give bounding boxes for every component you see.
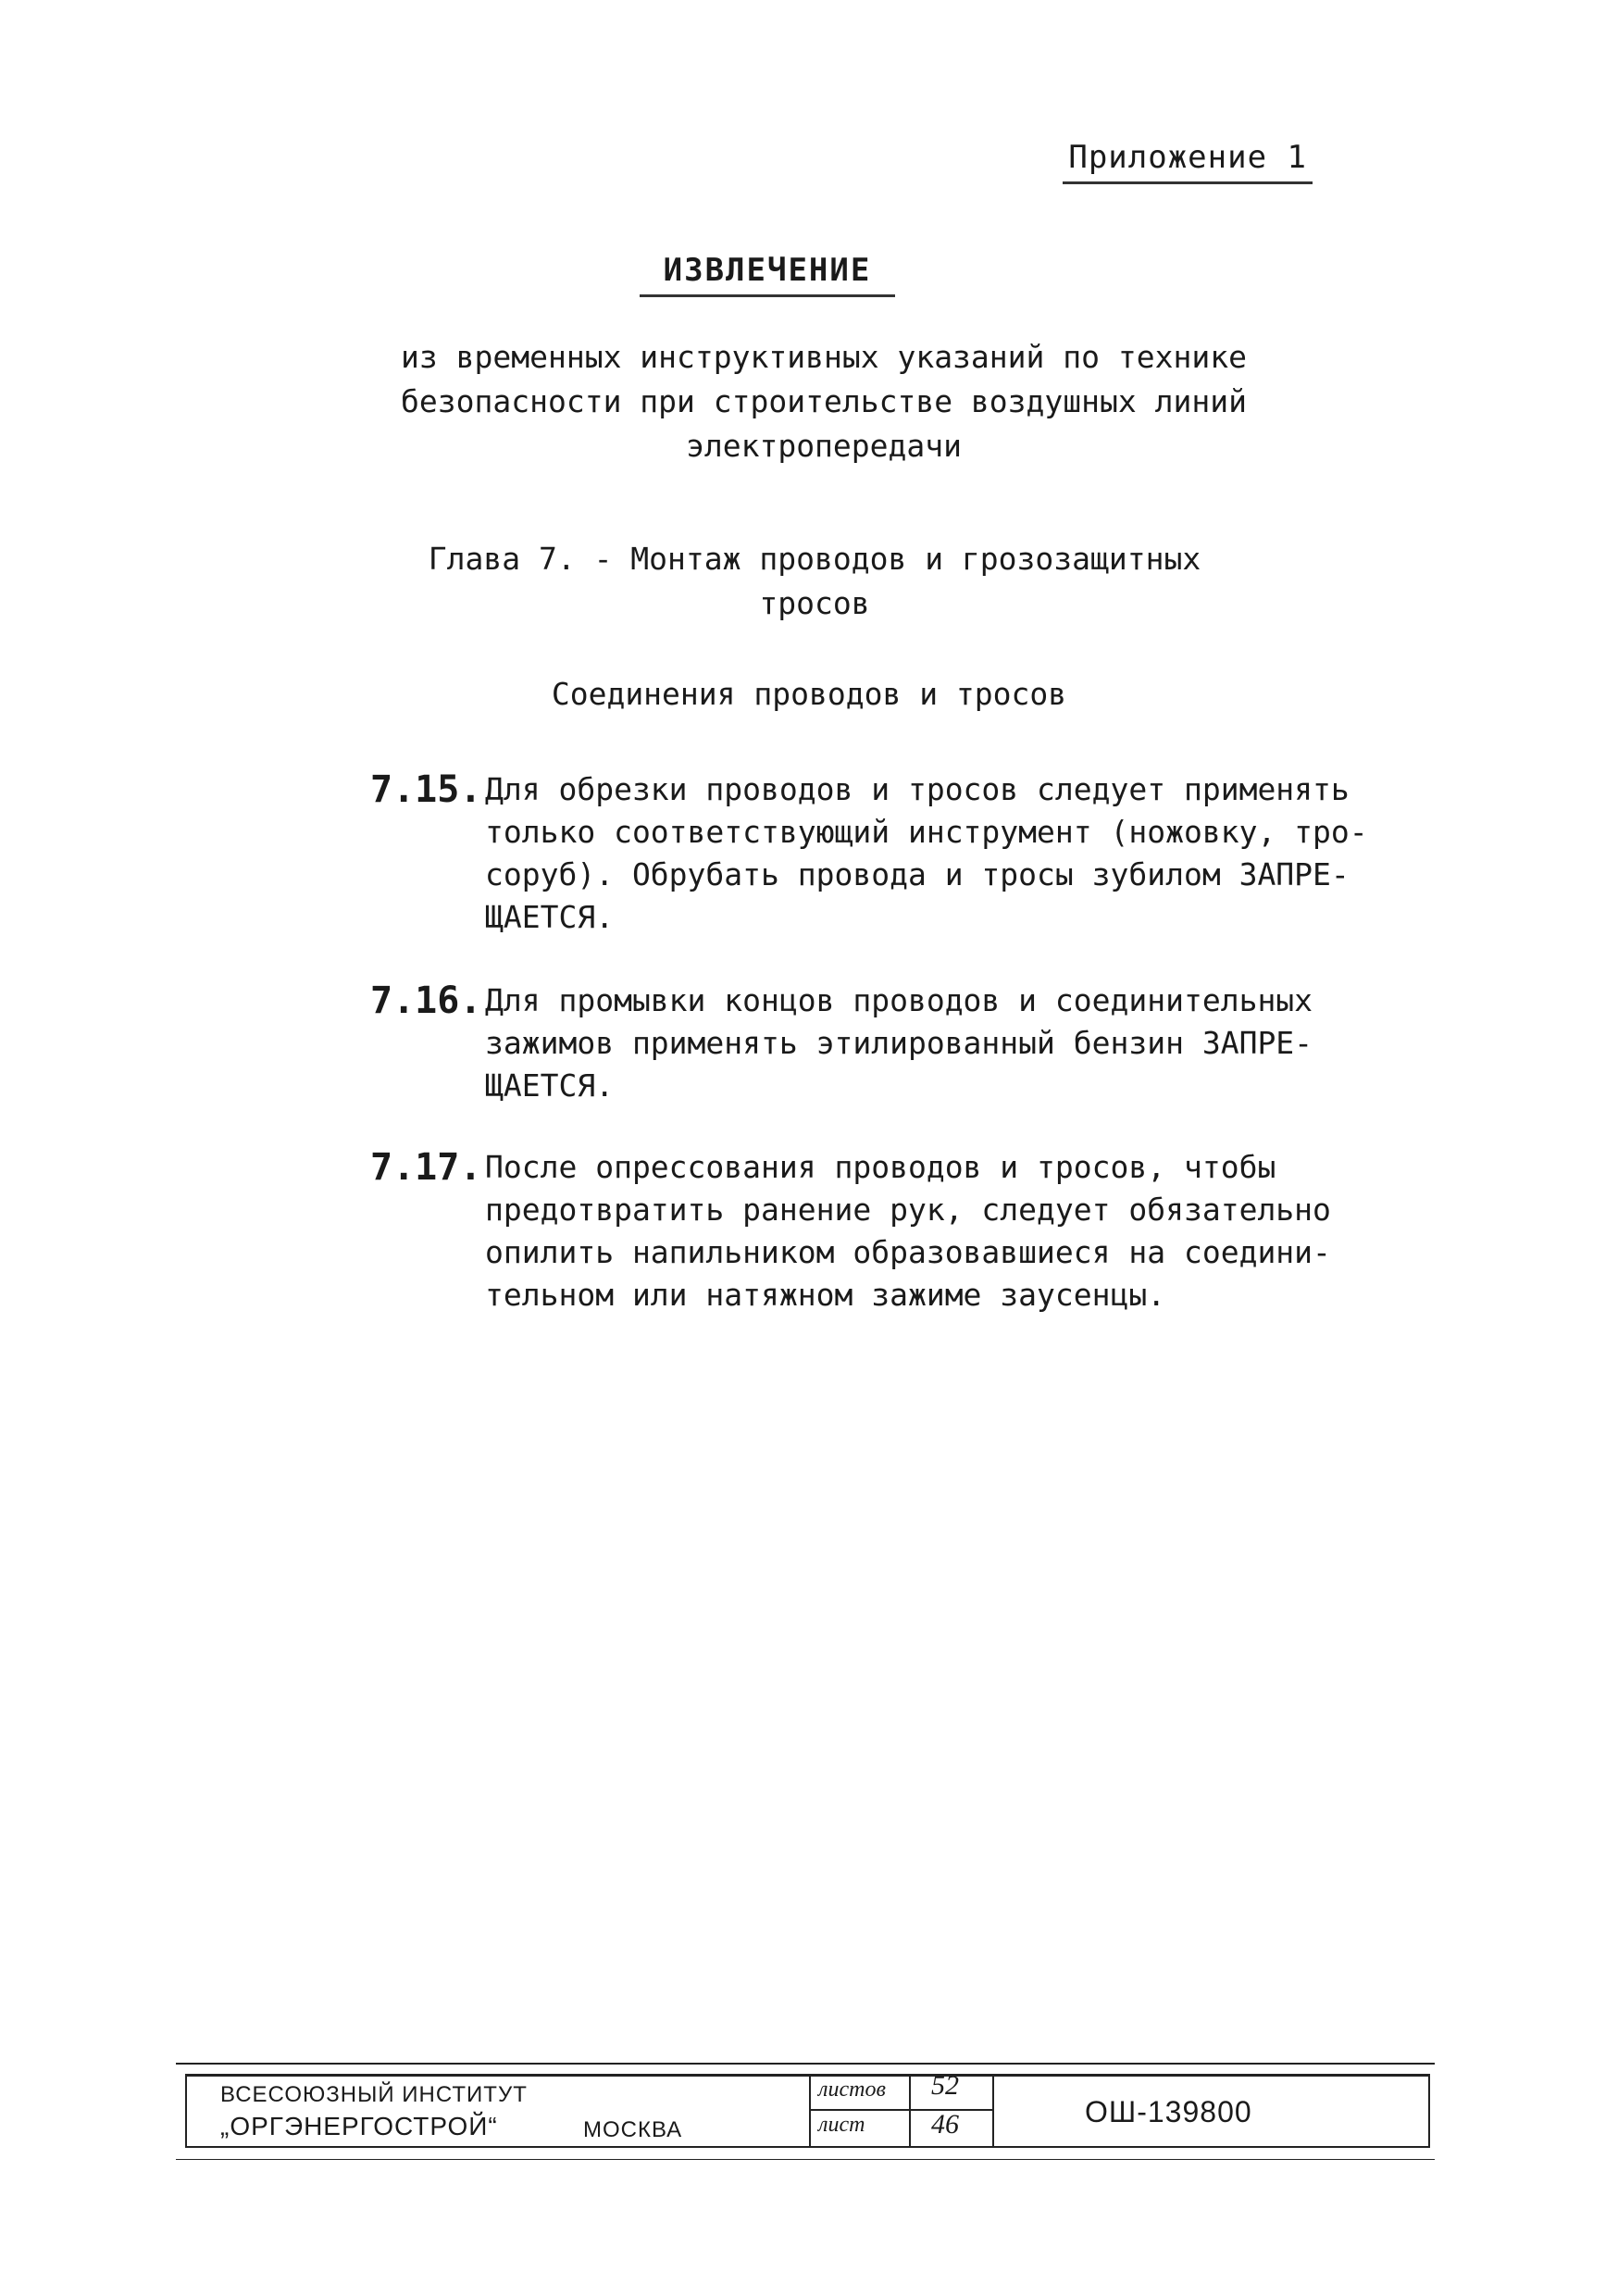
clause-line: ЩАЕТСЯ. [485, 1067, 615, 1104]
stamp-sheets-label: листов [818, 2078, 886, 2102]
subtitle-line: из временных инструктивных указаний по технике [401, 339, 1247, 375]
clause-7-15 [370, 768, 1407, 939]
clause-body [485, 768, 1407, 939]
clause-line: Для обрезки проводов и тросов следует применять [485, 771, 1350, 807]
document-heading: ИЗВЛЕЧЕНИЕ [640, 252, 896, 297]
grid-divider [811, 2109, 992, 2111]
clause-line: После опрессования проводов и тросов, чтобы [485, 1149, 1276, 1185]
clause-line: ЩАЕТСЯ. [485, 899, 615, 935]
chapter-line: Глава 7. - Монтаж проводов и грозозащитных [428, 541, 1201, 577]
clause-line: соруб). Обрубать провода и тросы зубилом ЗАПРЕ- [485, 856, 1350, 892]
clause-7-16 [370, 980, 1407, 1107]
clause-line: тельном или натяжном зажиме заусенцы. [485, 1277, 1166, 1313]
grid-divider [909, 2074, 911, 2148]
clause-line: предотвратить ранение рук, следует обязательно [485, 1192, 1331, 1228]
subtitle-line: безопасности при строительстве воздушных линий [401, 383, 1247, 419]
stamp-city: МОСКВА [583, 2117, 683, 2142]
document-subtitle [361, 335, 1287, 468]
clause-number: 7.16. [370, 980, 482, 1022]
stamp-document-code: ОШ-139800 [1085, 2095, 1252, 2128]
scan-border-line [176, 2159, 1435, 2160]
chapter-line: тросов [759, 585, 870, 621]
document-heading-wrapper [0, 252, 1618, 297]
clause-number: 7.15. [370, 768, 482, 811]
stamp-sheet-value: 46 [931, 2109, 959, 2140]
clause-body [485, 1146, 1407, 1316]
appendix-label: Приложение 1 [1063, 139, 1313, 184]
clause-number: 7.17. [370, 1146, 482, 1189]
clause-line: опилить напильником образовавшиеся на соедини- [485, 1234, 1331, 1270]
stamp-org-line: ВСЕСОЮЗНЫЙ ИНСТИТУТ [220, 2082, 528, 2107]
chapter-title [370, 537, 1259, 626]
stamp-org-name: „ОРГЭНЕРГОСТРОЙ“ [220, 2112, 498, 2140]
subtitle-line: электропередачи [685, 428, 962, 464]
clause-line: Для промывки концов проводов и соединительных [485, 982, 1313, 1018]
clause-line: зажимов применять этилированный бензин ЗАПРЕ- [485, 1025, 1313, 1061]
clause-line: только соответствующий инструмент (ножовку, тро- [485, 814, 1368, 850]
title-block-stamp [185, 2070, 1430, 2148]
clause-7-17 [370, 1146, 1407, 1316]
stamp-sheet-label: лист [818, 2113, 865, 2137]
clause-body [485, 980, 1407, 1107]
section-title: Соединения проводов и тросов [551, 676, 1067, 712]
scan-border-line [176, 2063, 1435, 2065]
stamp-sheets-value: 52 [931, 2070, 959, 2101]
stamp-sheet-grid [809, 2070, 994, 2148]
